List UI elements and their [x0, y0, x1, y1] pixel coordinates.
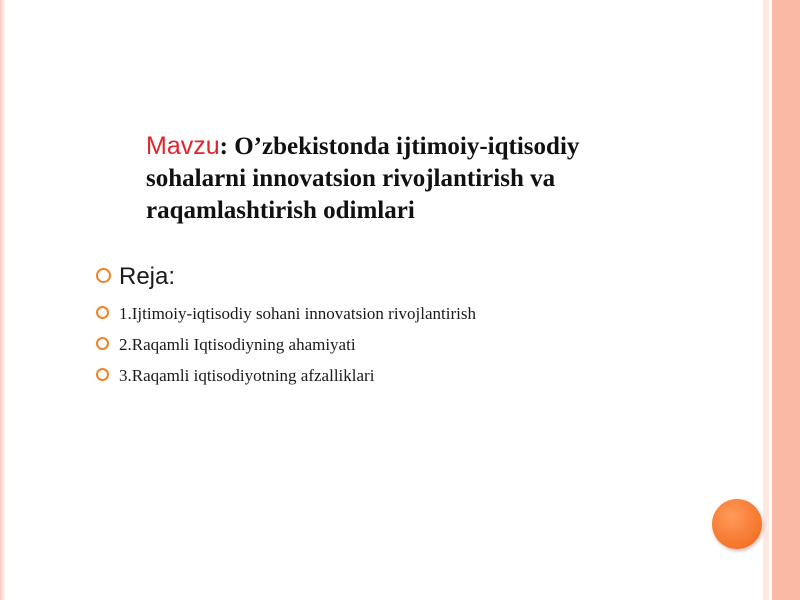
- plan-item: [96, 360, 476, 391]
- plan-heading: [96, 258, 476, 296]
- plan-item-text: 2.Raqamli Iqtisodiyning ahamiyati: [119, 335, 356, 354]
- title-text: O’zbekistonda ijtimoiy-iqtisodiy sohalarni innovatsion rivojlantirish va raqamlashtirish odimlari: [146, 133, 580, 224]
- slide-title: [146, 130, 666, 227]
- left-edge-decoration: [0, 0, 6, 600]
- plan-item-text: 1.Ijtimoiy-iqtisodiy sohani innovatsion rivojlantirish: [119, 304, 476, 323]
- orange-ring-bullet-icon: [96, 268, 111, 283]
- plan-heading-text: Reja:: [119, 263, 176, 290]
- orange-ball-icon: [712, 499, 762, 549]
- plan-item: [96, 298, 476, 329]
- title-colon: :: [219, 133, 228, 160]
- orange-ring-bullet-icon: [96, 337, 109, 350]
- title-label: Mavzu: [146, 132, 220, 160]
- orange-ring-bullet-icon: [96, 306, 109, 319]
- orange-ring-bullet-icon: [96, 368, 109, 381]
- plan-list: [96, 258, 476, 391]
- plan-item: [96, 329, 476, 360]
- plan-item-text: 3.Raqamli iqtisodiyotning afzalliklari: [119, 366, 375, 385]
- right-stripe-gap: [769, 0, 772, 600]
